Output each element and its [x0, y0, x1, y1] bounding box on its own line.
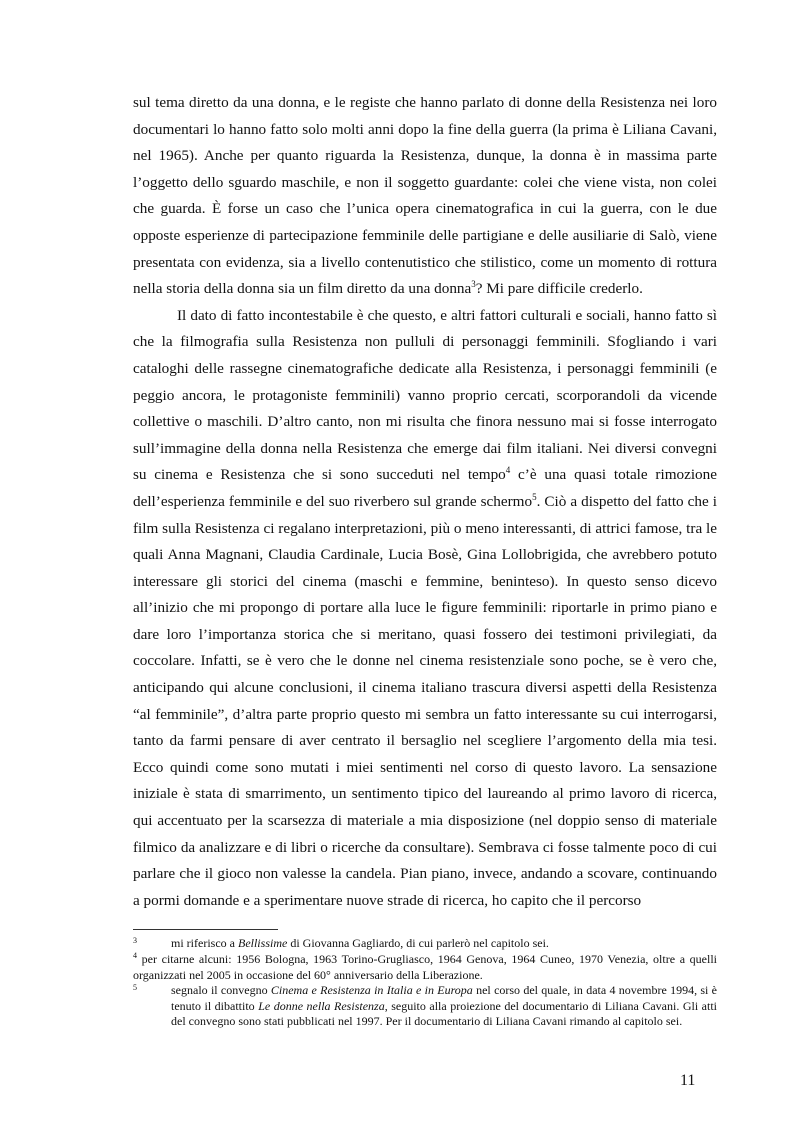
debate-title: Le donne nella Resistenza	[258, 998, 385, 1013]
footnote-4	[133, 951, 717, 983]
page-number: 11	[680, 1072, 696, 1089]
paragraph-1-text: sul tema diretto da una donna, e le registe che hanno parlato di donne della Resistenza nei loro documentari lo hanno fatto solo molti anni dopo la fine della guerra (la prima è Liliana Cavani, nel 1965). Anche per quanto riguarda la Resistenza, dunque, la donna è in massima parte l’oggetto dello sguardo maschile, e non il soggetto guardante: colei che viene vista, non colei che guarda. È forse un caso che l’unica opera cinematografica in cui la guerra, con le due opposte esperienze di partecipazione femminile delle partigiane e delle ausiliarie di Salò, viene presentata con evidenza, sia a livello contenutistico che stilistico, come un momento di rottura nella storia della donna sia un film diretto da una donna	[133, 94, 717, 298]
paragraph-2-tail: . Ciò a dispetto del fatto che i film sulla Resistenza ci regalano interpretazioni, più o meno interessanti, di attrici famose, tra le quali Anna Magnani, Claudia Cardinale, Lucia Bosè, Gina Lollobrigida, che avrebbero potuto interessare gli storici del cinema (maschi e femmine, beninteso). In questo senso dicevo all’inizio che mi propongo di portare alla luce le figure femminili: riportarle in primo piano e dare loro l’importanza storica che si meritano, quasi fossero dei testimoni privilegiati, da coccolare. Infatti, se è vero che le donne nel cinema resistenziale sono poche, se è vero che, anticipando qui alcune conclusioni, il cinema italiano trascura diversi aspetti della Resistenza “al femminile”, d’altra parte proprio questo mi sembra un fatto interessante su cui interrogarsi, tanto da farmi pensare di aver centrato il bersaglio nel scegliere l’argomento della mia tesi. Ecco quindi come sono mutati i miei sentimenti nel corso di questo lavoro. La sensazione iniziale è stata di smarrimento, un sentimento tipico del laureando al primo lavoro di ricerca, qui accentuato per la scarsezza di materiale a mia disposizione (nel doppio senso di materiale filmico da analizzare e di libri o ricerche da consultare). Sembrava ci fosse talmente poco di cui parlare che il gioco non valesse la candela. Pian piano, invece, andando a scovare, continuando a pormi domande e a sperimentare nuove strade di ricerca, ho capito che il percorso	[133, 492, 717, 909]
paragraph-2-middle: c’è una quasi totale rimozione dell’esperienza femminile e del suo riverbero sul grande schermo	[133, 466, 717, 510]
conference-title: Cinema e Resistenza in Italia e in Europa	[270, 983, 473, 998]
footnotes	[133, 936, 717, 1029]
paragraph-2	[133, 303, 717, 915]
footnote-5-text: segnalo il convegno Cinema e Resistenza in Italia e in Europa nel corso del quale, in data 4 novembre 1994, si è tenuto il dibattito Le donne nella Resistenza, seguito alla proiezione del documentario di Liliana Cavani. Gli atti del convegno sono stati pubblicati nel 1997. Per il documentario di Liliana Cavani rimando al capitolo sei.	[171, 983, 718, 1029]
footnote-3-number: 3	[133, 936, 137, 945]
film-title-bellissime: Bellissime	[237, 936, 288, 950]
footnote-ref-3[interactable]: 3	[471, 279, 476, 290]
footnote-ref-4[interactable]: 4	[505, 465, 511, 476]
footnote-separator	[133, 929, 278, 930]
body-text	[133, 90, 717, 914]
footnote-5-number: 5	[133, 983, 137, 993]
footnote-4-number: 4	[133, 951, 137, 961]
footnote-3-text: mi riferisco a Bellissime di Giovanna Gagliardo, di cui parlerò nel capitolo sei.	[171, 936, 549, 950]
paragraph-1-tail: ? Mi pare difficile crederlo.	[475, 280, 643, 298]
footnote-5	[133, 983, 717, 1029]
footnote-3	[133, 936, 717, 951]
paragraph-1	[133, 90, 717, 303]
paragraph-2-text: Il dato di fatto incontestabile è che questo, e altri fattori culturali e sociali, hanno fatto sì che la filmografia sulla Resistenza non pulluli di personaggi femminili. Sfogliando i vari cataloghi delle rassegne cinematografiche dedicate alla Resistenza, i personaggi femminili (e peggio ancora, le protagoniste femminili) vanno proprio cercati, scorporandoli da vicende collettive o maschili. D’altro canto, non mi risulta che finora nessuno mai si fosse interrogato sull’immagine della donna nella Resistenza che emerge dai film italiani. Nei diversi convegni su cinema e Resistenza che si sono succeduti nel tempo	[133, 306, 717, 484]
footnote-4-text: per citarne alcuni: 1956 Bologna, 1963 Torino-Grugliasco, 1964 Genova, 1964 Cuneo, 1970 Venezia, oltre a quelli organizzati nel 2005 in occasione del 60° anniversario della Liberazione.	[133, 952, 717, 982]
footnote-ref-5[interactable]: 5	[532, 491, 537, 502]
